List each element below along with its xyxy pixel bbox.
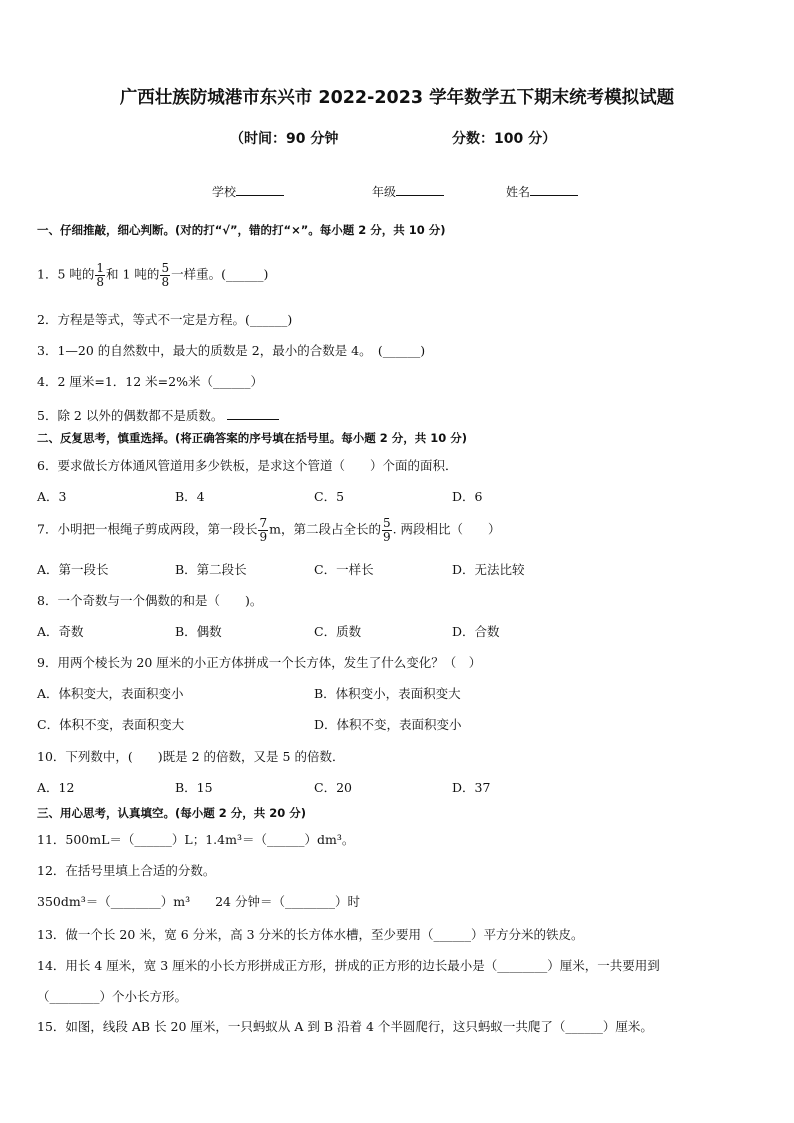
q1-text-a: 1．5 吨的	[37, 266, 95, 282]
q1-text-c: 一样重。(______)	[171, 266, 269, 282]
question-15: 15．如图，线段 AB 长 20 厘米，一只蚂蚁从 A 到 B 沿着 4 个半圆爬行，这只蚂蚁一共爬了（______）厘米。	[37, 1019, 653, 1034]
question-14-continued: （________）个小长方形。	[37, 989, 188, 1004]
q10-option-a[interactable]: A．12	[37, 780, 75, 795]
q7-text-a: 7．小明把一根绳子剪成两段，第一段长	[37, 521, 258, 537]
fraction-numerator: 1	[96, 261, 105, 275]
page-title: 广西壮族防城港市东兴市 2022-2023 学年数学五下期末统考模拟试题	[119, 88, 675, 108]
question-7	[37, 517, 501, 543]
fraction-5-9	[382, 517, 392, 543]
q6-option-d[interactable]: D．6	[452, 489, 483, 504]
q7-option-d[interactable]: D．无法比较	[452, 562, 525, 577]
fraction-denominator: 9	[382, 529, 391, 544]
fraction-7-9	[258, 517, 268, 543]
q7-option-c[interactable]: C．一样长	[314, 562, 374, 577]
fraction-1-8	[95, 262, 105, 288]
name-field	[506, 183, 578, 198]
fraction-denominator: 9	[259, 529, 268, 544]
q10-option-c[interactable]: C．20	[314, 780, 352, 795]
q5-text: 5．除 2 以外的偶数都不是质数。	[37, 408, 224, 423]
fraction-numerator: 5	[382, 516, 391, 530]
q8-option-c[interactable]: C．质数	[314, 624, 362, 639]
school-blank[interactable]	[236, 183, 284, 196]
q8-option-a[interactable]: A．奇数	[37, 624, 84, 639]
q6-option-a[interactable]: A．3	[37, 489, 67, 504]
grade-field	[372, 183, 444, 198]
q8-option-d[interactable]: D．合数	[452, 624, 500, 639]
fraction-denominator: 8	[96, 274, 105, 289]
fraction-numerator: 7	[259, 516, 268, 530]
q9-option-b[interactable]: B．体积变小，表面积变大	[314, 686, 461, 701]
q10-option-d[interactable]: D．37	[452, 780, 491, 795]
question-2: 2．方程是等式，等式不一定是方程。(______)	[37, 312, 293, 327]
q1-text-b: 和 1 吨的	[106, 266, 160, 282]
question-10: 10．下列数中，( )既是 2 的倍数，又是 5 的倍数．	[37, 749, 345, 764]
q7-option-a[interactable]: A．第一段长	[37, 562, 109, 577]
exam-score: 分数：100 分）	[452, 131, 557, 147]
question-5	[37, 407, 279, 423]
fraction-denominator: 8	[161, 274, 170, 289]
school-field	[212, 183, 284, 198]
question-6: 6．要求做长方体通风管道用多少铁板，是求这个管道（ ）个面的面积．	[37, 458, 458, 473]
question-9: 9．用两个棱长为 20 厘米的小正方体拼成一个长方体，发生了什么变化？（ ）	[37, 655, 482, 670]
school-label: 学校	[212, 185, 237, 199]
question-1	[37, 262, 268, 288]
q9-option-c[interactable]: C．体积不变，表面积变大	[37, 717, 185, 732]
section-3-heading: 三、用心思考，认真填空。(每小题 2 分，共 20 分)	[37, 806, 307, 820]
grade-label: 年级	[372, 185, 397, 199]
section-1-heading: 一、仔细推敲，细心判断。(对的打“√”，错的打“×”。每小题 2 分，共 10 分)	[37, 223, 446, 237]
grade-blank[interactable]	[396, 183, 444, 196]
question-3: 3．1—20 的自然数中，最大的质数是 2，最小的合数是 4。 (______)	[37, 343, 426, 358]
q6-option-c[interactable]: C．5	[314, 489, 345, 504]
q7-text-b: m，第二段占全长的	[269, 521, 381, 537]
question-11: 11．500mL＝（______）L；1.4m³＝（______）dm³。	[37, 832, 355, 847]
q5-answer-blank[interactable]	[227, 407, 279, 420]
q9-option-d[interactable]: D．体积不变，表面积变小	[314, 717, 462, 732]
q6-option-b[interactable]: B．4	[175, 489, 205, 504]
exam-time: （时间：90 分钟	[230, 131, 339, 147]
q10-option-b[interactable]: B．15	[175, 780, 213, 795]
question-4: 4．2 厘米=1．12 米=2%米（______）	[37, 374, 263, 389]
question-12-blanks: 350dm³＝（________）m³ 24 分钟＝（________）时	[37, 894, 360, 909]
fraction-5-8	[160, 262, 170, 288]
fraction-numerator: 5	[161, 261, 170, 275]
question-13: 13．做一个长 20 米，宽 6 分米，高 3 分米的长方体水槽，至少要用（______）平方分米的铁皮。	[37, 927, 584, 942]
q8-option-b[interactable]: B．偶数	[175, 624, 222, 639]
q7-text-c: . 两段相比（ ）	[392, 521, 501, 537]
question-14: 14．用长 4 厘米，宽 3 厘米的小长方形拼成正方形，拼成的正方形的边长最小是（________）厘米，一共要用到	[37, 958, 660, 973]
name-blank[interactable]	[530, 183, 578, 196]
question-8: 8．一个奇数与一个偶数的和是（ )。	[37, 593, 263, 608]
name-label: 姓名	[506, 185, 531, 199]
q9-option-a[interactable]: A．体积变大，表面积变小	[37, 686, 184, 701]
q7-option-b[interactable]: B．第二段长	[175, 562, 247, 577]
section-2-heading: 二、反复思考，慎重选择。(将正确答案的序号填在括号里。每小题 2 分，共 10 分)	[37, 431, 468, 445]
question-12: 12．在括号里填上合适的分数。	[37, 863, 216, 878]
